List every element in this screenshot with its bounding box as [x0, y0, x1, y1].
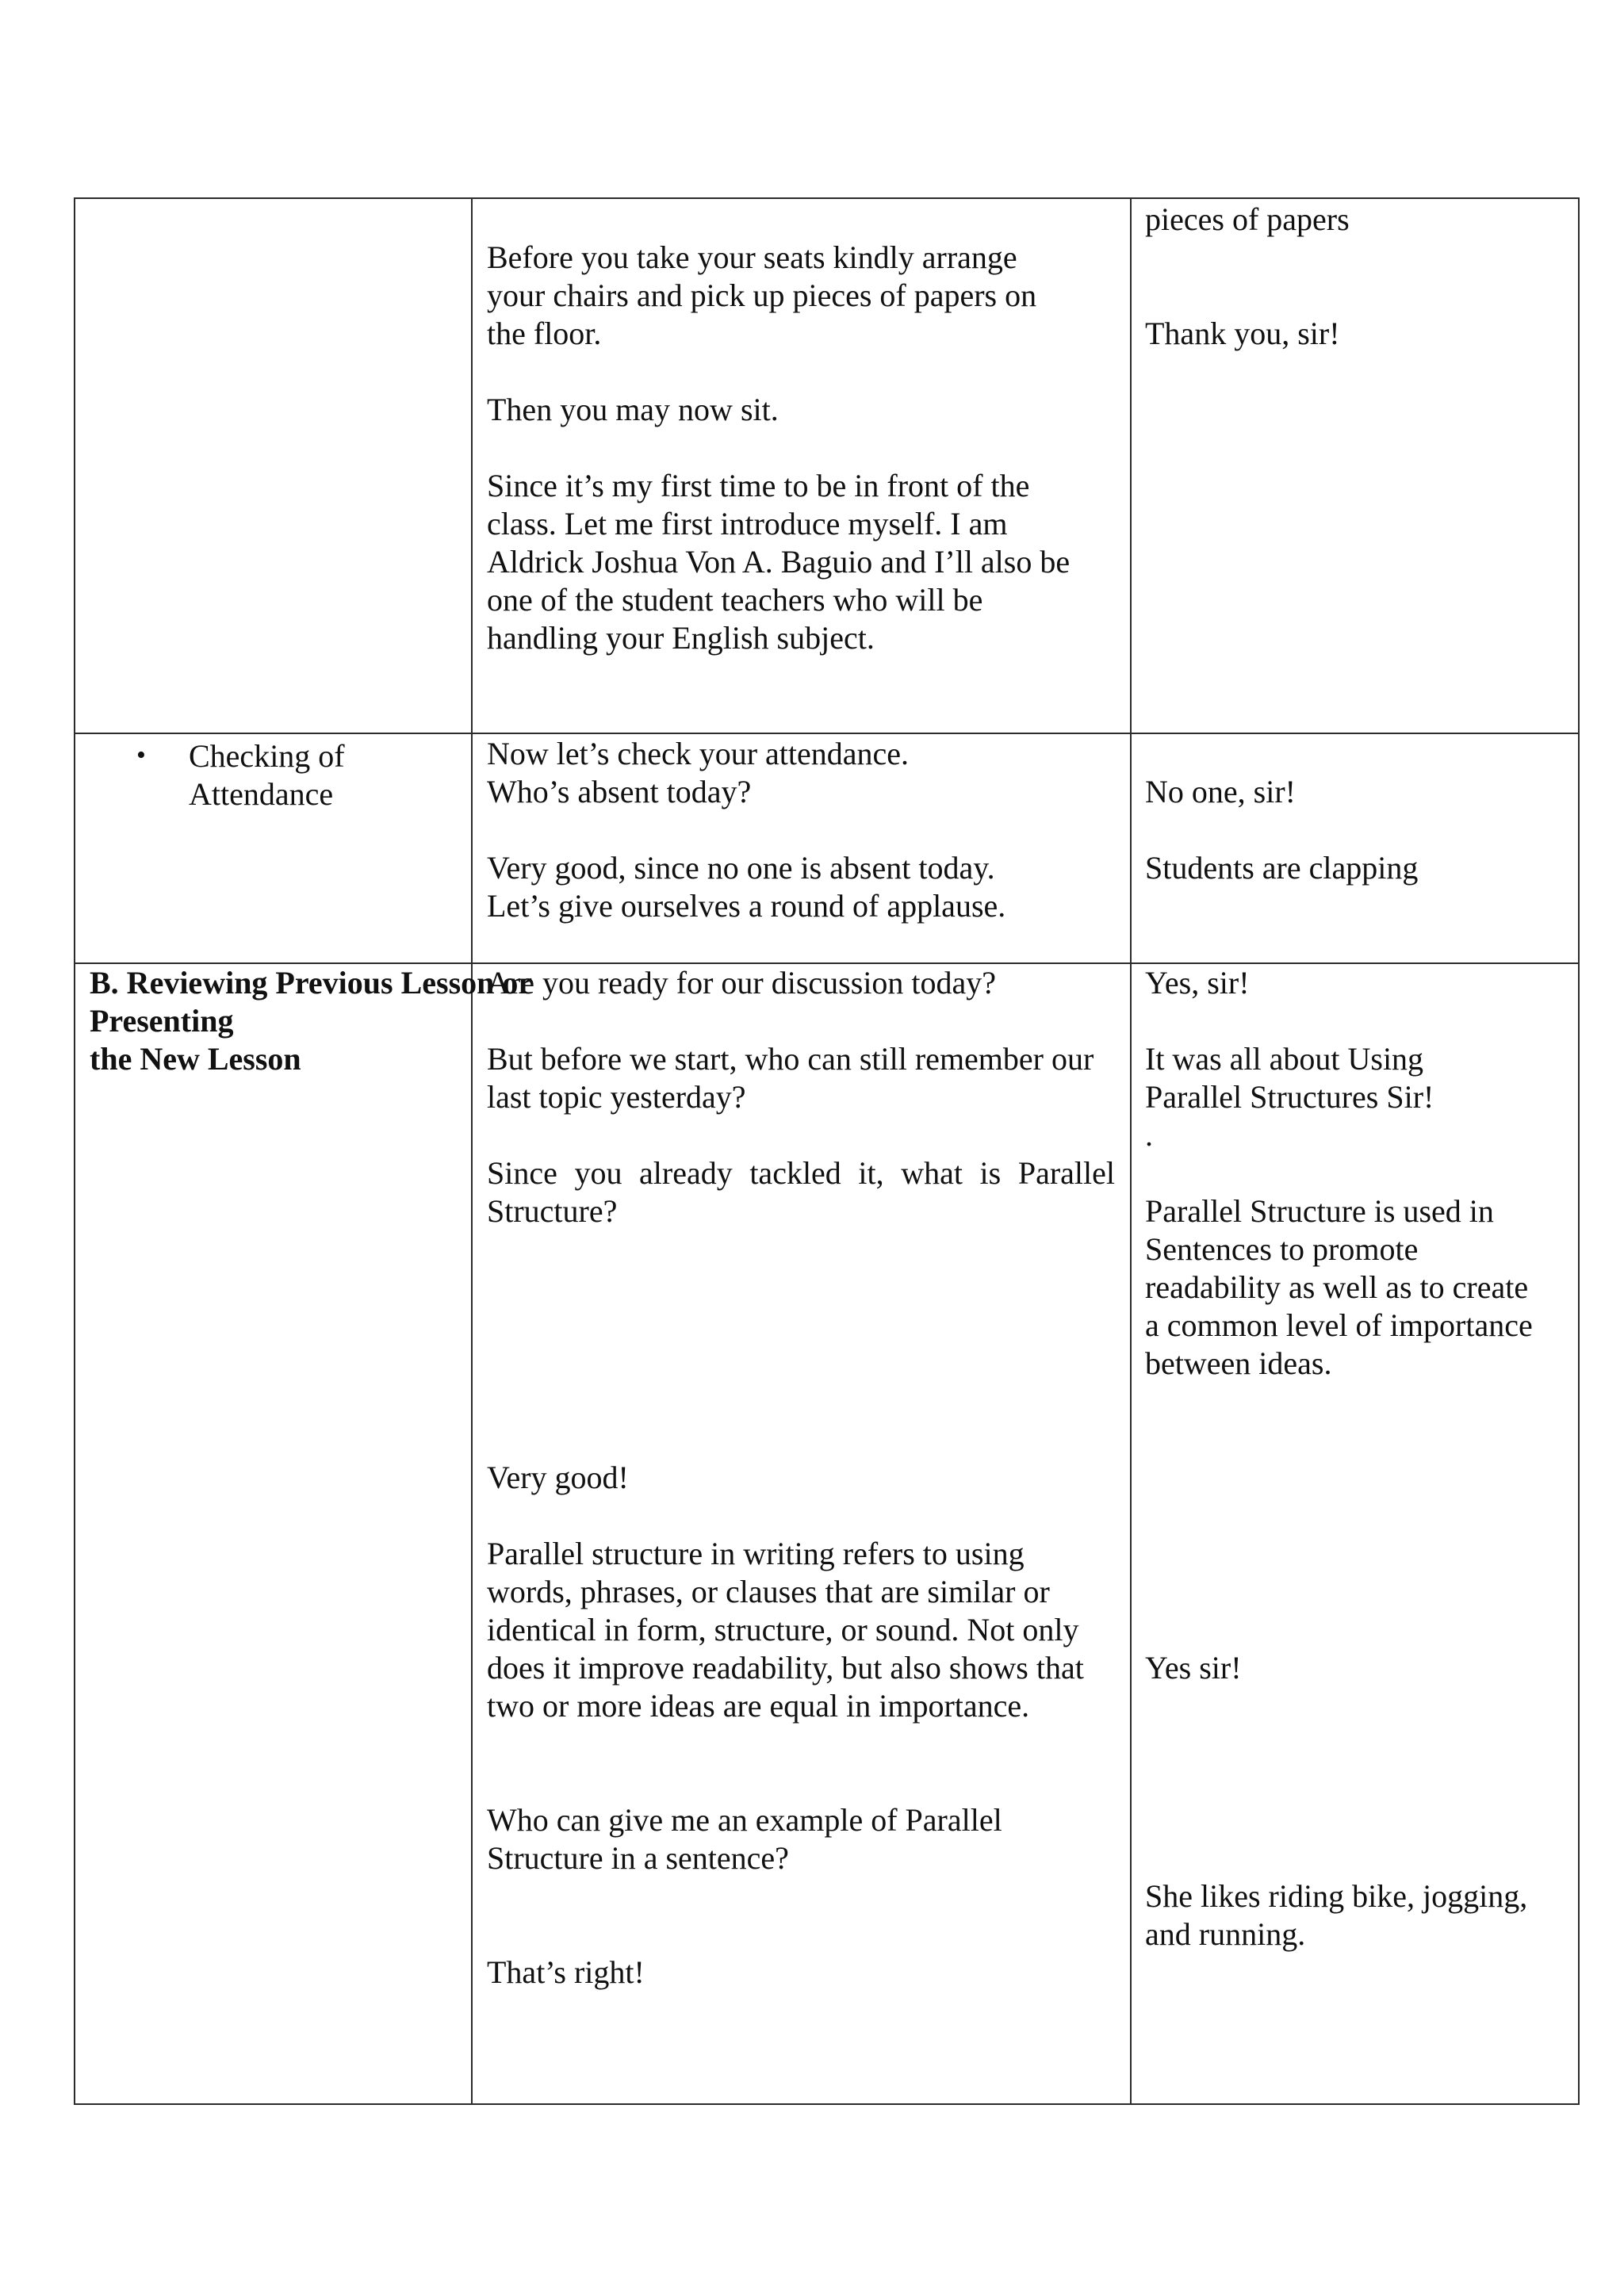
teacher-text: That’s right!	[487, 1954, 645, 1990]
row-label: Attendance	[189, 776, 334, 812]
column-divider-2	[1130, 197, 1132, 2105]
student-text: No one, sir!	[1145, 774, 1296, 809]
teacher-text: Structure in a sentence?	[487, 1840, 789, 1876]
column-divider-1	[471, 197, 473, 2105]
teacher-text: Since you already tackled it, what is Parallel	[487, 1155, 1115, 1191]
student-text: Sentences to promote	[1145, 1231, 1419, 1267]
teacher-text: your chairs and pick up pieces of papers on	[487, 277, 1037, 313]
teacher-text: Are you ready for our discussion today?	[487, 965, 997, 1001]
table-border-left	[74, 197, 75, 2105]
row-label: Checking of	[189, 738, 345, 774]
row-label: Presenting	[90, 1003, 234, 1039]
student-text: She likes riding bike, jogging,	[1145, 1878, 1528, 1914]
teacher-text: handling your English subject.	[487, 620, 875, 656]
teacher-text: Then you may now sit.	[487, 392, 779, 427]
table-border-right	[1578, 197, 1580, 2105]
teacher-text: words, phrases, or clauses that are similar or	[487, 1574, 1050, 1609]
student-text: .	[1145, 1117, 1153, 1153]
teacher-text: class. Let me first introduce myself. I am	[487, 506, 1008, 541]
teacher-text: Aldrick Joshua Von A. Baguio and I’ll also be	[487, 544, 1071, 580]
student-text: between ideas.	[1145, 1345, 1332, 1381]
row-label: the New Lesson	[90, 1041, 301, 1077]
teacher-text: Very good, since no one is absent today.	[487, 850, 995, 886]
student-text: Yes, sir!	[1145, 965, 1250, 1001]
student-text: Parallel Structure is used in	[1145, 1193, 1494, 1229]
teacher-text: Since it’s my first time to be in front of the	[487, 468, 1030, 503]
student-text: Yes sir!	[1145, 1650, 1242, 1686]
student-text: and running.	[1145, 1916, 1306, 1952]
teacher-text: identical in form, structure, or sound. Not only	[487, 1612, 1079, 1647]
student-text: It was all about Using	[1145, 1041, 1424, 1077]
teacher-text: Very good!	[487, 1460, 629, 1495]
student-text: Parallel Structures Sir!	[1145, 1079, 1434, 1115]
teacher-text: does it improve readability, but also shows that	[487, 1650, 1084, 1686]
teacher-text: Parallel structure in writing refers to using	[487, 1536, 1025, 1571]
teacher-text: Who’s absent today?	[487, 774, 752, 809]
table-border-top	[74, 197, 1580, 199]
teacher-text: last topic yesterday?	[487, 1079, 746, 1115]
teacher-text: Let’s give ourselves a round of applause.	[487, 888, 1006, 924]
student-text: pieces of papers	[1145, 201, 1350, 237]
row-divider-1	[74, 733, 1580, 734]
table-border-bottom	[74, 2103, 1580, 2105]
student-text: a common level of importance	[1145, 1307, 1533, 1343]
student-text: readability as well as to create	[1145, 1269, 1529, 1305]
teacher-text: Structure?	[487, 1193, 618, 1229]
row-label: B. Reviewing Previous Lesson or	[90, 965, 533, 1001]
teacher-text: Before you take your seats kindly arrange	[487, 239, 1017, 275]
teacher-text: Who can give me an example of Parallel	[487, 1802, 1002, 1838]
teacher-text: Now let’s check your attendance.	[487, 736, 910, 771]
student-text: Thank you, sir!	[1145, 316, 1340, 351]
teacher-text: one of the student teachers who will be	[487, 582, 983, 618]
teacher-text: two or more ideas are equal in importance.	[487, 1688, 1030, 1724]
student-text: Students are clapping	[1145, 850, 1419, 886]
teacher-text: But before we start, who can still remember our	[487, 1041, 1094, 1077]
bullet-icon: •	[136, 740, 146, 770]
row-label-clip	[90, 964, 533, 1005]
teacher-text: the floor.	[487, 316, 602, 351]
